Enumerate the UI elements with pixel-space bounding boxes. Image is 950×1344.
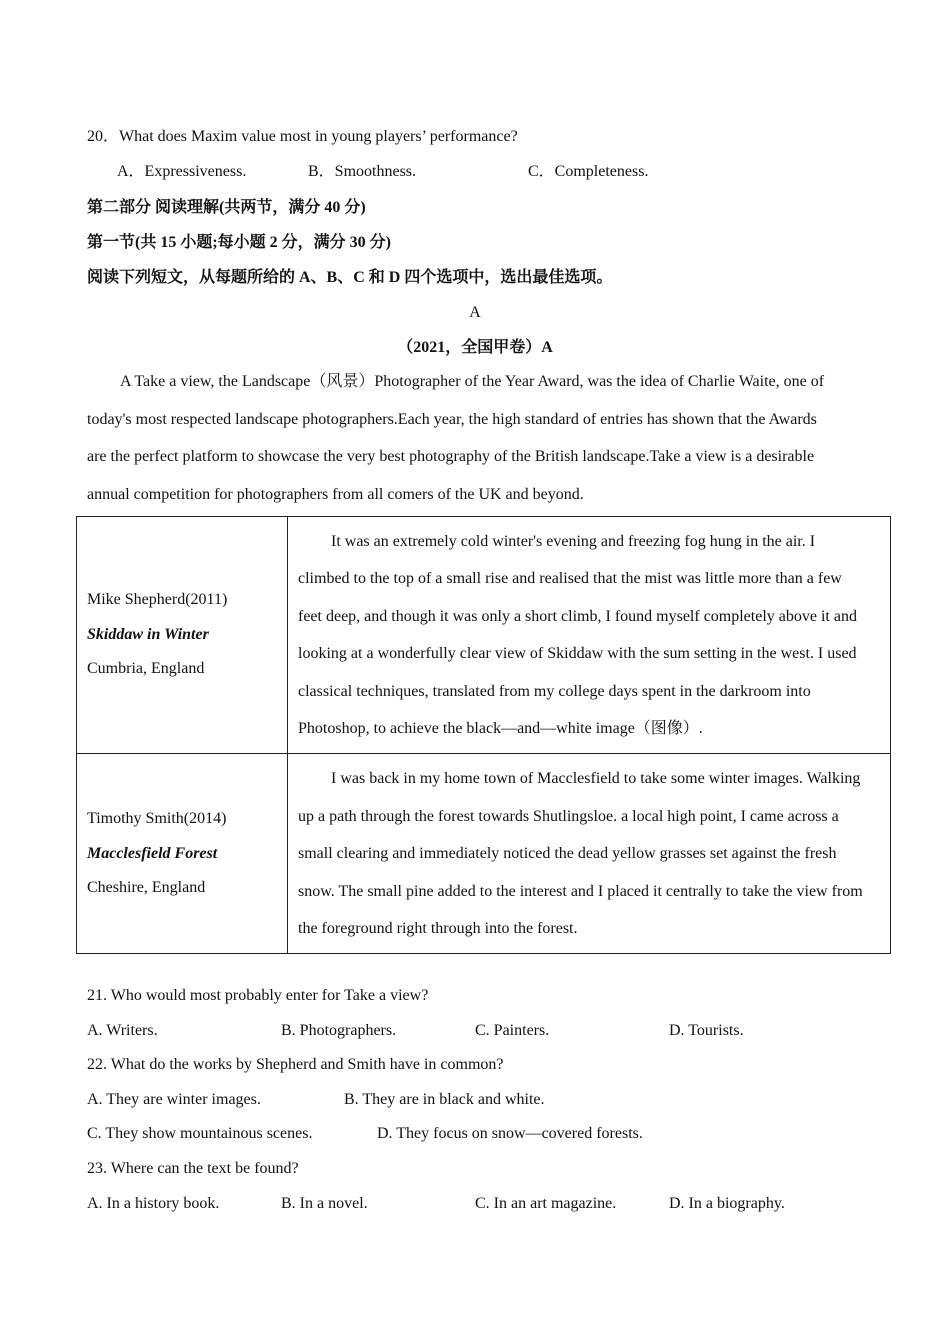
entry-story — [288, 754, 891, 954]
story-line: feet deep, and though it was only a short climb, I found myself completely above it and — [298, 607, 857, 625]
story-line: classical techniques, translated from my college days spent in the darkroom into — [298, 682, 811, 700]
q21-option-b: B. Photographers. — [281, 1022, 397, 1039]
intro-line: are the perfect platform to showcase the very best photography of the British landscape.Take a view is a desirable — [87, 448, 815, 465]
section1-heading: 第一节(共 15 小题;每小题 2 分，满分 30 分) — [87, 234, 391, 251]
question-23: 23. Where can the text be found? — [87, 1160, 299, 1177]
q22-option-b: B. They are in black and white. — [344, 1091, 545, 1108]
entries-table — [76, 516, 891, 954]
entry-place: Cheshire, England — [87, 879, 206, 897]
q23-option-b: B. In a novel. — [281, 1195, 368, 1212]
entry-author: Timothy Smith(2014) — [87, 810, 227, 828]
q23-option-d: D. In a biography. — [669, 1195, 785, 1212]
entry-story — [288, 517, 891, 754]
question-21: 21. Who would most probably enter for Take a view? — [87, 987, 429, 1004]
q20-option-c: C．Completeness. — [528, 163, 649, 180]
story-line: up a path through the forest towards Shutlingsloe. a local high point, I came across a — [298, 807, 839, 825]
entry-title: Skiddaw in Winter — [87, 625, 209, 643]
entry-meta — [77, 754, 288, 954]
entry-place: Cumbria, England — [87, 660, 205, 678]
story-line: snow. The small pine added to the interest and I placed it centrally to take the view from — [298, 882, 863, 900]
entry-author: Mike Shepherd(2011) — [87, 591, 228, 609]
intro-line: today's most respected landscape photographers.Each year, the high standard of entries has shown that the Awards — [87, 410, 817, 428]
q23-option-c: C. In an art magazine. — [475, 1195, 617, 1212]
q23-option-a: A. In a history book. — [87, 1195, 220, 1212]
story-line: I was back in my home town of Macclesfield to take some winter images. Walking — [331, 770, 861, 788]
table-row — [77, 754, 891, 954]
entry-title: Macclesfield Forest — [87, 844, 218, 862]
q20-option-a: A．Expressiveness. — [117, 163, 247, 180]
passage-source: （2021，全国甲卷）A — [397, 339, 553, 356]
reading-instruction: 阅读下列短文，从每题所给的 A、B、C 和 D 四个选项中，选出最佳选项。 — [87, 269, 613, 286]
passage-letter: A — [469, 304, 481, 321]
q22-option-c: C. They show mountainous scenes. — [87, 1125, 313, 1142]
question-22: 22. What do the works by Shepherd and Smith have in common? — [87, 1056, 504, 1073]
question-20: 20．What does Maxim value most in young players’ performance? — [87, 128, 518, 145]
q20-option-b: B．Smoothness. — [308, 163, 417, 180]
intro-line: annual competition for photographers from all comers of the UK and beyond. — [87, 485, 584, 503]
story-line: Photoshop, to achieve the black—and—white image（图像）. — [298, 720, 703, 738]
story-line: It was an extremely cold winter's evening and freezing fog hung in the air. I — [331, 533, 816, 550]
story-line: climbed to the top of a small rise and realised that the mist was little more than a few — [298, 570, 842, 588]
q22-option-a: A. They are winter images. — [87, 1091, 261, 1108]
story-line: small clearing and immediately noticed the dead yellow grasses set against the fresh — [298, 845, 837, 863]
intro-line: A Take a view, the Landscape（风景）Photographer of the Year Award, was the idea of Charlie Waite, one of — [120, 373, 825, 390]
q21-option-c: C. Painters. — [475, 1022, 550, 1039]
table-row — [77, 517, 891, 754]
q22-option-d: D. They focus on snow—covered forests. — [377, 1125, 643, 1142]
q21-option-d: D. Tourists. — [669, 1022, 744, 1039]
intro-paragraph — [87, 363, 867, 513]
entry-meta — [77, 517, 288, 754]
q21-option-a: A. Writers. — [87, 1022, 158, 1039]
story-line: the foreground right through into the forest. — [298, 920, 578, 938]
story-line: looking at a wonderfully clear view of Skiddaw with the sum setting in the west. I used — [298, 645, 857, 663]
part2-heading: 第二部分 阅读理解(共两节，满分 40 分) — [87, 199, 366, 216]
